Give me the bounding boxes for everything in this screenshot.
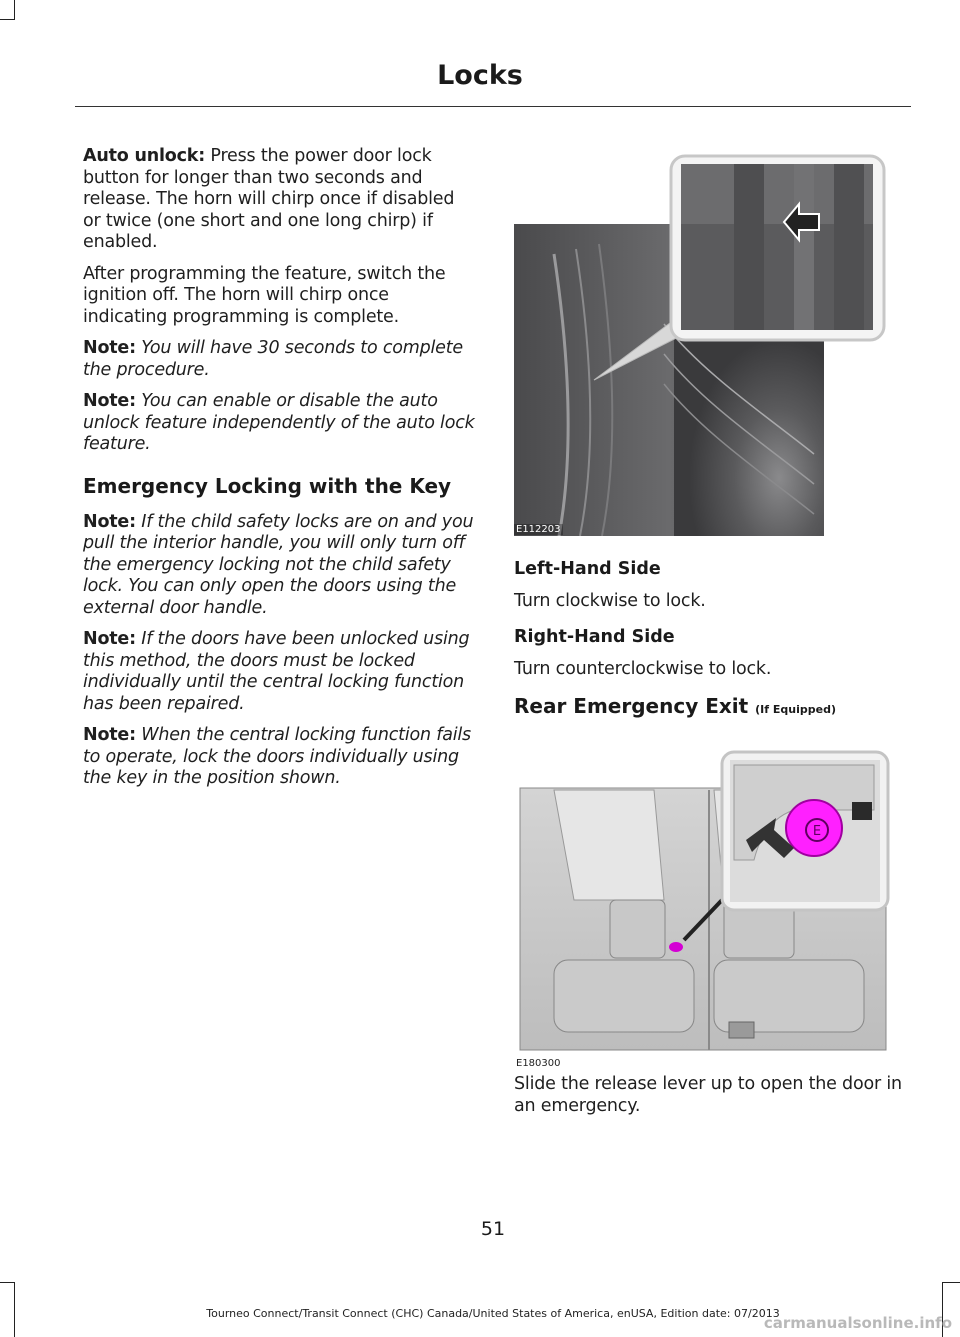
footer-text: Tourneo Connect/Transit Connect (CHC) Canada/United States of America, enUSA, Edition date: 07/2013	[206, 1307, 780, 1320]
auto-unlock-label: Auto unlock:	[83, 146, 206, 166]
rear-door-illustration	[514, 750, 894, 1074]
watermark: carmanualsonline.info	[763, 1314, 952, 1332]
crop-mark	[942, 1282, 960, 1283]
if-equipped-note: (If Equipped)	[755, 703, 836, 716]
crop-mark	[14, 0, 15, 20]
rear-emergency-exit-title: Rear Emergency Exit	[514, 694, 749, 718]
auto-unlock-text: Press the power door lock button for longer than two seconds and release. The horn will chirp once if disabled or twice (one short and one long chirp) if enabled.	[83, 146, 455, 252]
door-lock-figure	[514, 154, 886, 536]
slide-release-text: Slide the release lever up to open the door in an emergency.	[514, 1074, 902, 1116]
note-label: Note:	[83, 725, 136, 745]
left-hand-side-text: Turn clockwise to lock.	[514, 591, 706, 611]
page-title: Locks	[437, 60, 523, 91]
figure-code-2: E180300	[516, 1058, 561, 1069]
crop-mark	[0, 1282, 15, 1283]
figure-code-1: E112203	[516, 524, 561, 535]
page-number: 51	[480, 1218, 506, 1240]
note-label: Note:	[83, 338, 136, 358]
note-4	[83, 629, 476, 715]
note-3-text: If the child safety locks are on and you pull the interior handle, you will only turn off the emergency locking not the child safety lock. You can only open the doors using the external door handle.	[83, 511, 474, 618]
note-label: Note:	[83, 391, 136, 411]
note-3	[83, 512, 476, 620]
rear-emergency-exit-figure	[514, 750, 894, 1074]
note-4-text: If the doors have been unlocked using this method, the doors must be locked individually until the central locking function has been repaired.	[83, 629, 470, 714]
note-label: Note:	[83, 629, 136, 649]
door-lock-illustration	[514, 154, 886, 536]
crop-mark	[0, 19, 15, 20]
note-1	[83, 338, 476, 381]
right-hand-side-text: Turn counterclockwise to lock.	[514, 658, 772, 679]
slide-release-paragraph	[514, 1074, 914, 1127]
right-hand-side-heading: Right-Hand Side	[514, 626, 675, 647]
left-hand-side-heading: Left-Hand Side	[514, 559, 661, 579]
auto-unlock-paragraph	[83, 146, 476, 254]
header-divider	[75, 106, 911, 107]
svg-text:E: E	[812, 824, 822, 839]
left-column	[83, 146, 476, 800]
note-2	[83, 391, 476, 456]
rear-emergency-exit-heading	[514, 694, 914, 718]
note-1-text: You will have 30 seconds to complete the procedure.	[83, 338, 463, 380]
section-heading-emergency-locking: Emergency Locking with the Key	[83, 473, 452, 498]
note-5-text: When the central locking function fails to operate, lock the doors individually using the key in the position shown.	[83, 725, 471, 788]
note-2-text: You can enable or disable the auto unlock feature independently of the auto lock feature.	[83, 391, 475, 454]
right-column	[514, 559, 914, 718]
note-5	[83, 725, 476, 790]
after-programming-paragraph: After programming the feature, switch the ignition off. The horn will chirp once indicating programming is complete.	[83, 263, 446, 327]
note-label: Note:	[83, 511, 136, 532]
